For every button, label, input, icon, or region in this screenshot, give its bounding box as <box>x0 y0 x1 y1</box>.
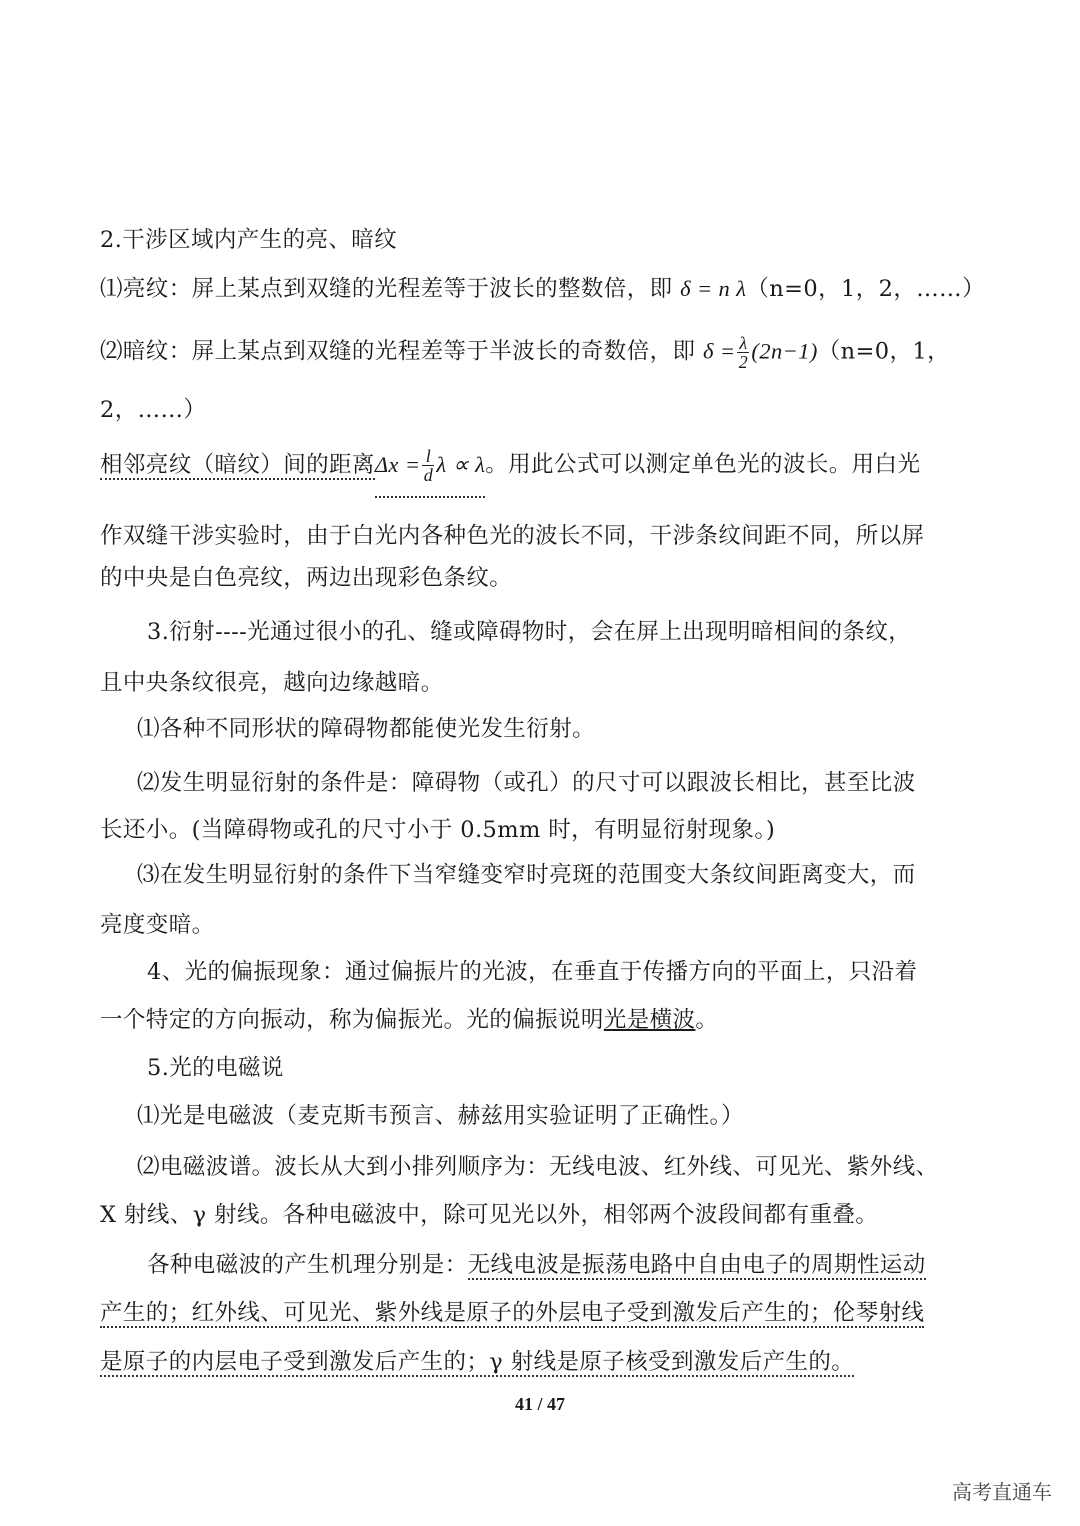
numerator: λ <box>739 333 748 353</box>
denominator: 2 <box>738 352 749 372</box>
dotted-emphasis: 相邻亮纹（暗纹）间的距离 <box>100 451 375 478</box>
fraction <box>737 334 749 371</box>
watermark: 高考直通车 <box>952 1480 1052 1504</box>
text-line: ⑵发生明显衍射的条件是：障碍物（或孔）的尺寸可以跟波长相比，甚至比波 <box>137 770 916 796</box>
page-number: 41 / 47 <box>514 1394 565 1414</box>
denominator: d <box>423 465 434 485</box>
formula: δ = <box>702 338 736 364</box>
text-line <box>100 1347 854 1377</box>
dotted-emphasis: 产生的；红外线、可见光、紫外线是原子的外层电子受到激发后产生的；伦琴射线 <box>100 1300 925 1326</box>
formula: Δx = <box>374 451 421 477</box>
text-line <box>100 1298 924 1328</box>
text-line: ⑶在发生明显衍射的条件下当窄缝变窄时亮斑的范围变大条纹间距离变大，而 <box>137 862 916 888</box>
section-heading-interference: 2.干涉区域内产生的亮、暗纹 <box>100 227 398 253</box>
section-heading-diffraction: 3.衍射----光通过很小的孔、缝或障碍物时，会在屏上出现明暗相间的条纹， <box>147 619 912 645</box>
formula-spacing <box>374 446 486 498</box>
text-line: X 射线、γ 射线。各种电磁波中，除可见光以外，相邻两个波段间都有重叠。 <box>100 1202 879 1228</box>
underlined-text: 光是横波 <box>603 1007 696 1033</box>
text-line <box>147 1250 926 1280</box>
text: ⑵暗纹：屏上某点到双缝的光程差等于半波长的奇数倍，即 <box>100 338 703 365</box>
text-line: ⑴各种不同形状的障碍物都能使光发生衍射。 <box>137 716 596 742</box>
dark-fringe-line <box>100 334 950 371</box>
section-heading-polarization: 4、光的偏振现象：通过偏振片的光波，在垂直于传播方向的平面上，只沿着 <box>147 959 918 985</box>
bright-fringe-line <box>100 274 985 304</box>
text: （n=0，1，2，……） <box>746 276 985 302</box>
fringe-spacing-line <box>100 447 920 484</box>
text: 。用此公式可以测定单色光的波长。用白光 <box>485 451 921 478</box>
text-line: ⑵电磁波谱。波长从大到小排列顺序为：无线电波、红外线、可见光、紫外线、 <box>137 1154 939 1180</box>
formula: δ = n λ <box>680 276 747 301</box>
text-line: ⑴光是电磁波（麦克斯韦预言、赫兹用实验证明了正确性。） <box>137 1103 745 1129</box>
text-line: 2，……） <box>100 397 207 423</box>
text: （n=0，1， <box>817 338 951 365</box>
formula: (2n−1) <box>751 338 818 364</box>
text: 各种电磁波的产生机理分别是： <box>147 1252 468 1278</box>
text-line: 长还小。(当障碍物或孔的尺寸小于 0.5mm 时，有明显衍射现象。) <box>100 817 776 843</box>
text: 。 <box>695 1007 719 1033</box>
formula: λ ∝ λ <box>436 451 486 477</box>
text-line: 亮度变暗。 <box>100 912 215 938</box>
text-line: 且中央条纹很亮，越向边缘越暗。 <box>100 670 444 696</box>
fraction <box>422 447 434 484</box>
text-line: 作双缝干涉实验时，由于白光内各种色光的波长不同，干涉条纹间距不同，所以屏 <box>100 523 925 549</box>
numerator: l <box>425 446 432 466</box>
text: 一个特定的方向振动，称为偏振光。光的偏振说明 <box>100 1007 604 1033</box>
dotted-emphasis: 是原子的内层电子受到激发后产生的；γ 射线是原子核受到激发后产生的。 <box>100 1349 855 1375</box>
text-line <box>100 1005 718 1035</box>
section-heading-electromagnetic: 5.光的电磁说 <box>147 1055 284 1081</box>
text: ⑴亮纹：屏上某点到双缝的光程差等于波长的整数倍，即 <box>100 276 681 302</box>
dotted-emphasis: 无线电波是振荡电路中自由电子的周期性运动 <box>467 1252 926 1278</box>
text-line: 的中央是白色亮纹，两边出现彩色条纹。 <box>100 565 513 591</box>
